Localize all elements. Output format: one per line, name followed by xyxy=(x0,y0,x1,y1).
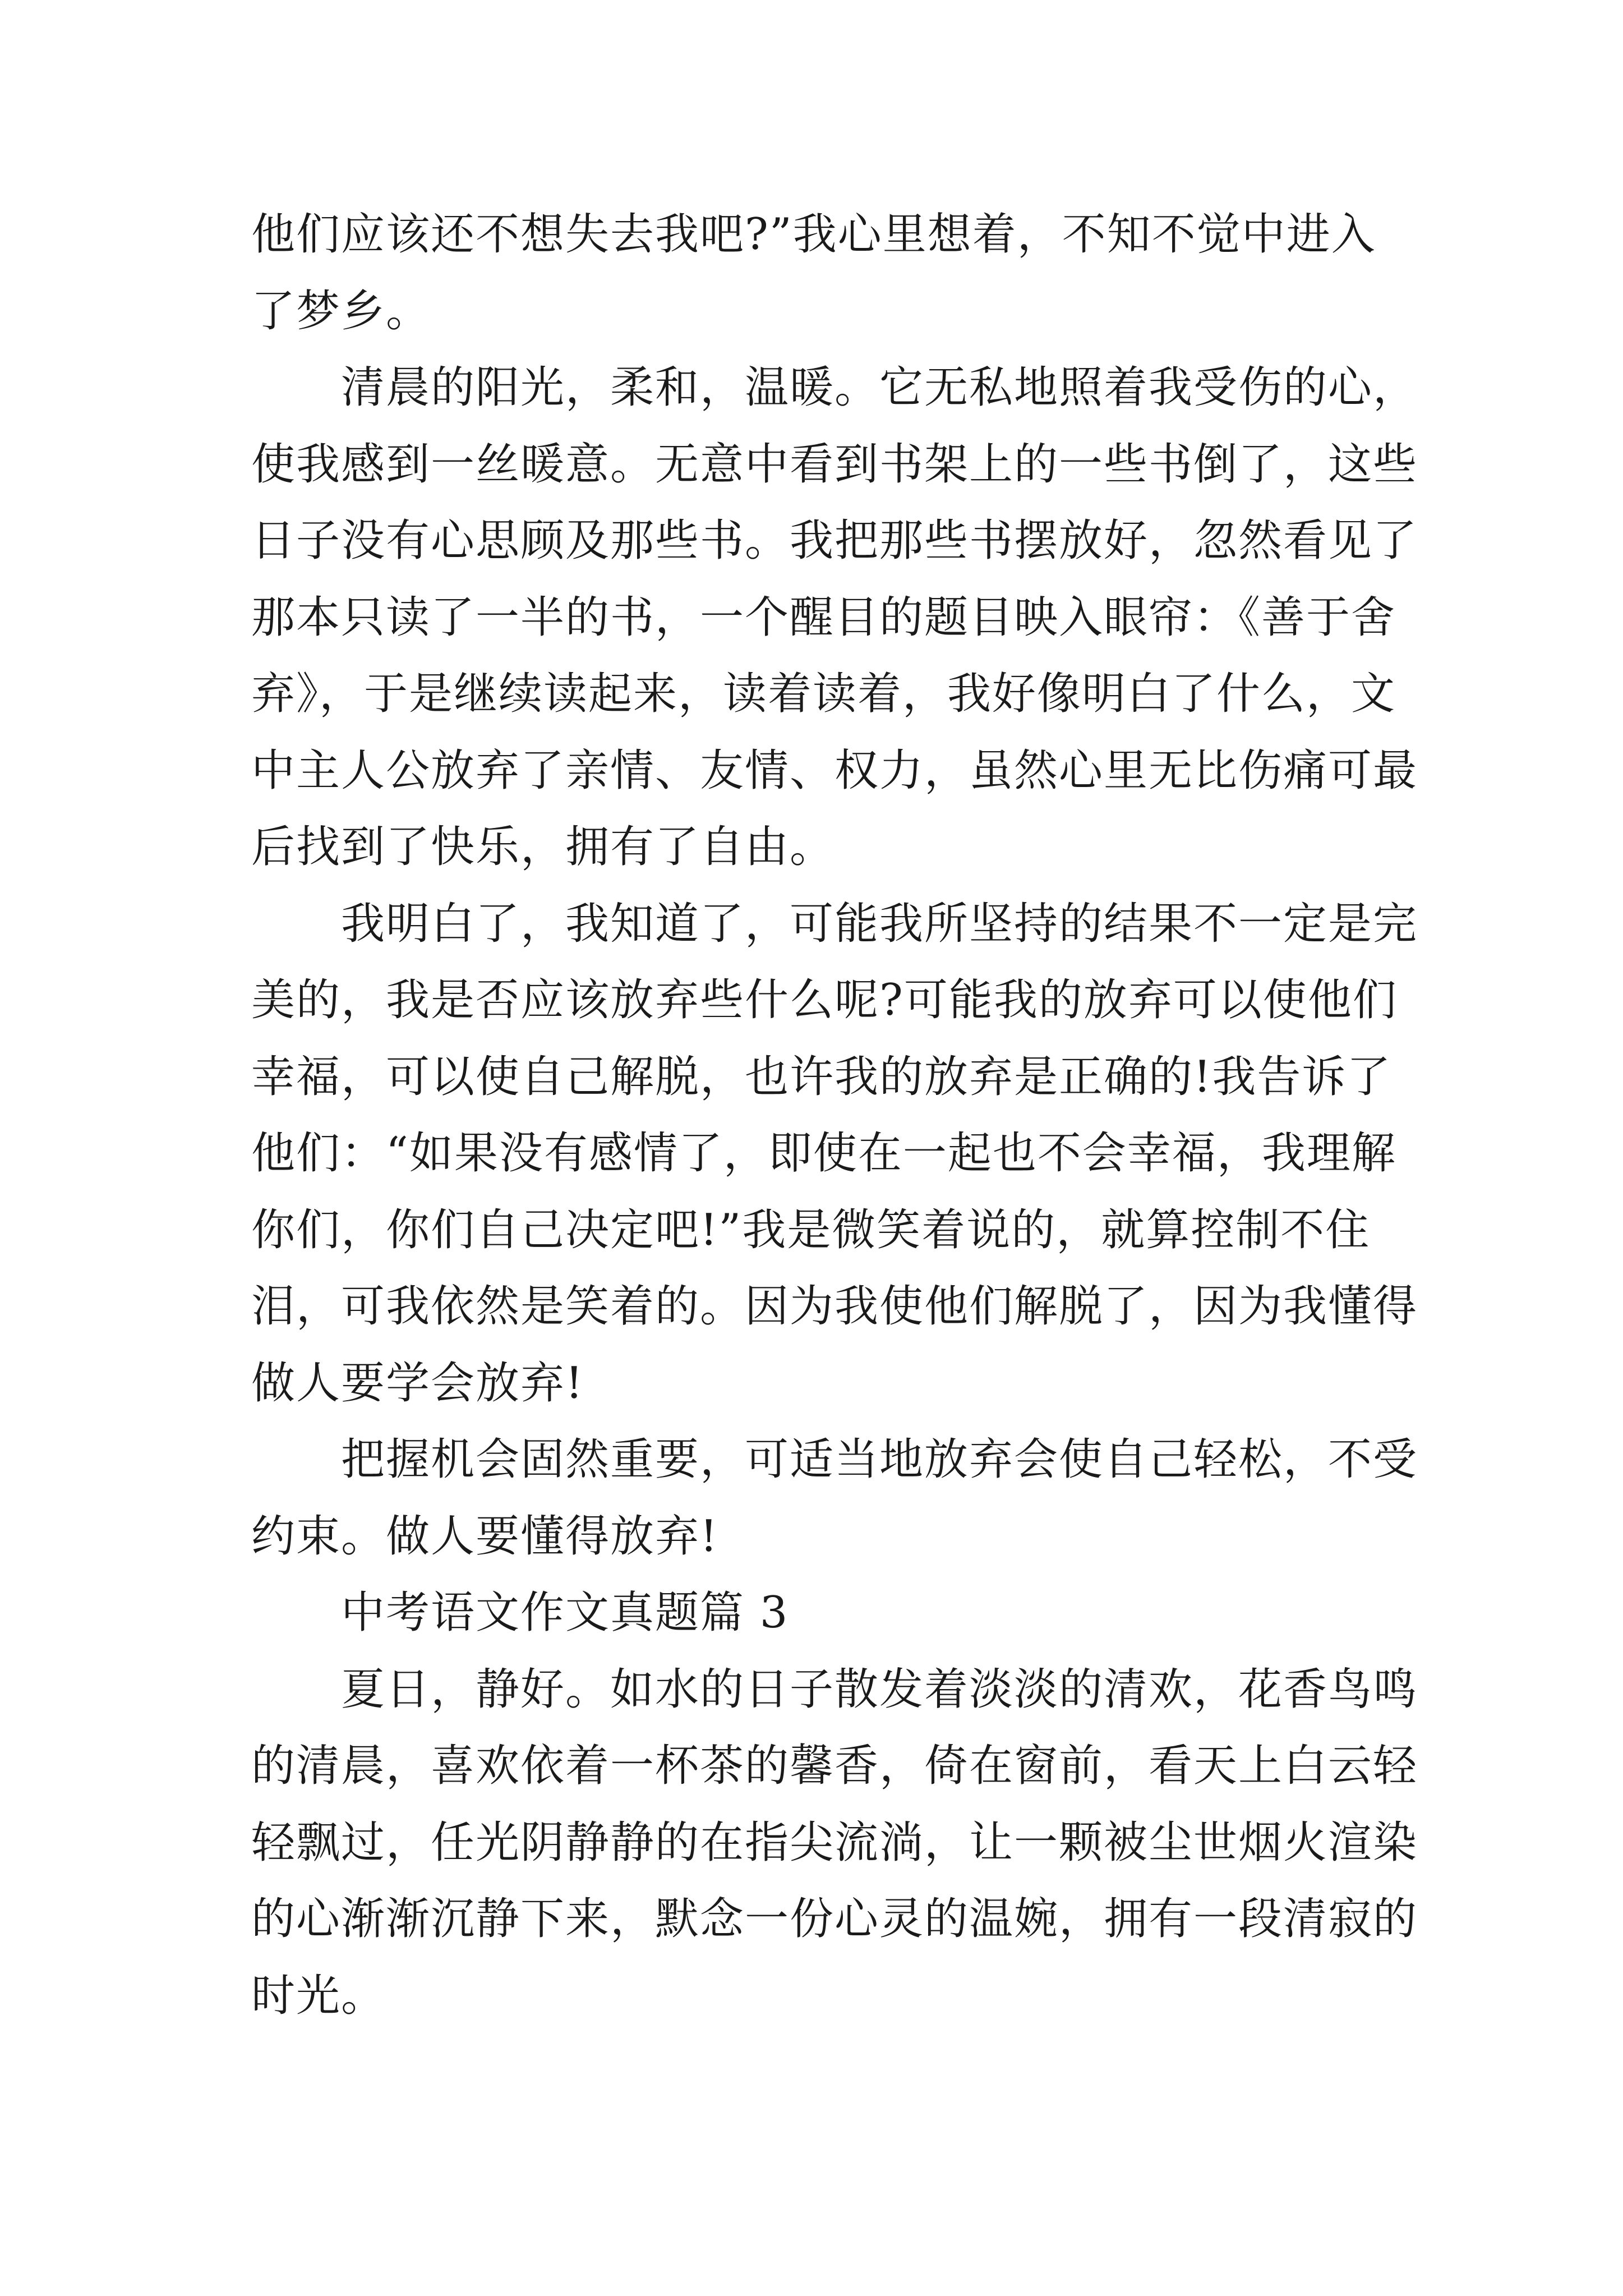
document-body xyxy=(251,196,1418,2034)
text-line: 幸福，可以使自己解脱，也许我的放弃是正确的!我告诉了 xyxy=(251,1051,1392,1102)
text-line: 了梦乡。 xyxy=(251,286,431,337)
text-line: 你们，你们自己决定吧!”我是微笑着说的，就算控制不住 xyxy=(251,1204,1371,1255)
paragraph-5 xyxy=(251,1651,1418,2035)
text-line: 的清晨，喜欢依着一杯茶的馨香，倚在窗前，看天上白云轻 xyxy=(251,1741,1418,1791)
text-line: 清晨的阳光，柔和，温暖。它无私地照着我受伤的心， xyxy=(341,362,1418,413)
text-line: 使我感到一丝暖意。无意中看到书架上的一些书倒了，这些 xyxy=(251,439,1418,490)
text-line: 弃》，于是继续读起来，读着读着，我好像明白了什么，文 xyxy=(251,669,1396,719)
text-line: 那本只读了一半的书，一个醒目的题目映入眼帘：《善于舍 xyxy=(251,592,1396,643)
text-line: 夏日，静好。如水的日子散发着淡淡的清欢，花香鸟鸣 xyxy=(341,1664,1418,1715)
paragraph-3 xyxy=(251,886,1418,1422)
section-heading: 中考语文作文真题篇 3 xyxy=(341,1588,789,1638)
text-line: 他们应该还不想失去我吧?”我心里想着，不知不觉中进入 xyxy=(251,209,1376,260)
text-line: 我明白了，我知道了，可能我所坚持的结果不一定是完 xyxy=(341,898,1418,949)
text-line: 泪，可我依然是笑着的。因为我使他们解脱了，因为我懂得 xyxy=(251,1281,1418,1332)
text-line: 做人要学会放弃! xyxy=(251,1358,584,1409)
text-line: 轻飘过，任光阴静静的在指尖流淌，让一颗被尘世烟火渲染 xyxy=(251,1817,1418,1868)
text-line: 日子没有心思顾及那些书。我把那些书摆放好，忽然看见了 xyxy=(251,516,1418,566)
text-line: 时光。 xyxy=(251,1970,386,2021)
text-line: 他们：“如果没有感情了，即使在一起也不会幸福，我理解 xyxy=(251,1128,1396,1179)
text-line: 的心渐渐沉静下来，默念一份心灵的温婉，拥有一段清寂的 xyxy=(251,1894,1418,1944)
text-line: 美的，我是否应该放弃些什么呢?可能我的放弃可以使他们 xyxy=(251,975,1398,1025)
paragraph-2 xyxy=(251,349,1418,886)
paragraph-4 xyxy=(251,1421,1418,1575)
text-line: 约束。做人要懂得放弃! xyxy=(251,1511,719,1562)
text-line: 把握机会固然重要，可适当地放弃会使自己轻松，不受 xyxy=(341,1434,1418,1485)
text-line: 后找到了快乐，拥有了自由。 xyxy=(251,822,835,872)
paragraph-1 xyxy=(251,196,1395,349)
text-line: 中主人公放弃了亲情、友情、权力，虽然心里无比伤痛可最 xyxy=(251,745,1418,796)
